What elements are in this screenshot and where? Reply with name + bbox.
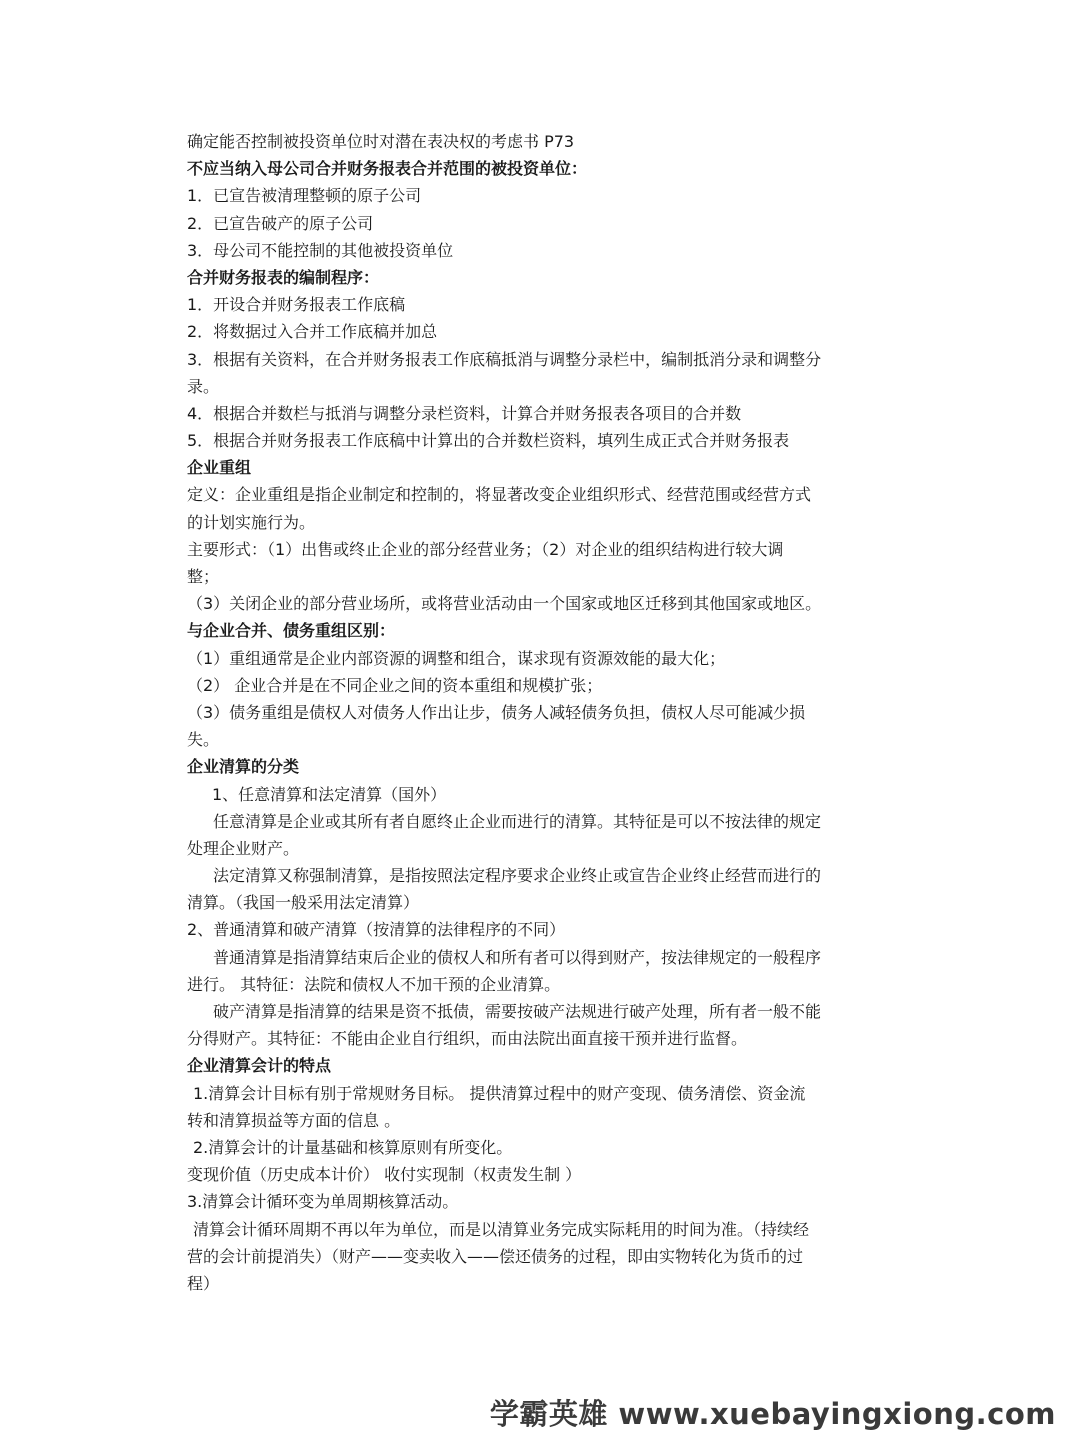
text-line: 任意清算是企业或其所有者自愿终止企业而进行的清算。其特征是可以不按法律的规定 — [213, 811, 822, 831]
text-line: （3）关闭企业的部分营业场所，或将营业活动由一个国家或地区迁移到其他国家或地区。 — [187, 594, 822, 614]
text-line: 普通清算是指清算结束后企业的债权人和所有者可以得到财产，按法律规定的一般程序 — [213, 947, 822, 967]
text-line: 失。 — [187, 730, 220, 750]
text-line: 分得财产。其特征：不能由企业自行组织，而由法院出面直接干预并进行监督。 — [187, 1029, 748, 1049]
text-line: 1．开设合并财务报表工作底稿 — [187, 295, 406, 315]
text-line: 1．已宣告被清理整顿的原子公司 — [187, 186, 422, 206]
text-line: 1、任意清算和法定清算（国外） — [212, 784, 447, 804]
section-heading: 不应当纳入母公司合并财务报表合并范围的被投资单位： — [187, 159, 588, 179]
text-line: 营的会计前提消失）（财产——变卖收入——偿还债务的过程，即由实物转化为货币的过 — [187, 1246, 804, 1266]
text-line: 转和清算损益等方面的信息 。 — [187, 1110, 401, 1130]
text-line: 清算会计循环周期不再以年为单位，而是以清算业务完成实际耗用的时间为准。（持续经 — [193, 1219, 810, 1239]
text-line: 确定能否控制被投资单位时对潜在表决权的考虑书 P73 — [187, 132, 575, 151]
text-line: 5．根据合并财务报表工作底稿中计算出的合并数栏资料，填列生成正式合并财务报表 — [187, 431, 790, 451]
text-line: （3）债务重组是债权人对债务人作出让步，债务人减轻债务负担，债权人尽可能减少损 — [187, 702, 806, 722]
text-line: （2） 企业合并是在不同企业之间的资本重组和规模扩张； — [187, 675, 603, 695]
text-line: 程） — [187, 1273, 220, 1293]
text-line: 3．根据有关资料，在合并财务报表工作底稿抵消与调整分录栏中，编制抵消分录和调整分 — [187, 349, 822, 369]
section-heading: 企业清算的分类 — [187, 757, 300, 777]
text-line: 法定清算又称强制清算，是指按照法定程序要求企业终止或宣告企业终止经营而进行的 — [213, 866, 822, 886]
text-line: 4．根据合并数栏与抵消与调整分录栏资料，计算合并财务报表各项目的合并数 — [187, 403, 742, 423]
text-line: 破产清算是指清算的结果是资不抵债，需要按破产法规进行破产处理，所有者一般不能 — [213, 1002, 822, 1021]
text-line: 清算。（我国一般采用法定清算） — [187, 893, 420, 913]
text-line: 2．已宣告破产的原子公司 — [187, 213, 374, 233]
text-line: 主要形式：（1）出售或终止企业的部分经营业务；（2）对企业的组织结构进行较大调 — [187, 539, 784, 559]
text-line: 变现价值（历史成本计价） 收付实现制（权责发生制 ） — [187, 1165, 582, 1185]
section-heading: 合并财务报表的编制程序： — [187, 267, 380, 287]
text-line: 处理企业财产。 — [187, 838, 300, 858]
text-line: 定义：企业重组是指企业制定和控制的，将显著改变企业组织形式、经营范围或经营方式 — [187, 485, 812, 505]
section-heading: 企业重组 — [187, 458, 252, 478]
footer-watermark: 学霸英雄 www.xuebayingxiong.com — [489, 1397, 1056, 1431]
text-line: 整； — [187, 567, 220, 586]
document-body — [187, 128, 899, 1297]
text-line: 3．母公司不能控制的其他被投资单位 — [187, 240, 454, 260]
text-line: 2．将数据过入合并工作底稿并加总 — [187, 322, 438, 342]
text-line: 录。 — [187, 376, 220, 396]
section-heading: 与企业合并、债务重组区别： — [187, 621, 396, 641]
text-line: 1.清算会计目标有别于常规财务目标。 提供清算过程中的财产变现、债务清偿、资金流 — [193, 1083, 806, 1103]
section-heading: 企业清算会计的特点 — [187, 1056, 332, 1076]
text-line: 的计划实施行为。 — [187, 512, 316, 532]
text-line: 进行。 其特征：法院和债权人不加干预的企业清算。 — [187, 974, 561, 994]
text-line: 3.清算会计循环变为单周期核算活动。 — [187, 1192, 459, 1212]
text-line: 2.清算会计的计量基础和核算原则有所变化。 — [193, 1137, 513, 1157]
text-line: （1）重组通常是企业内部资源的调整和组合，谋求现有资源效能的最大化； — [187, 648, 726, 668]
text-line: 2、普通清算和破产清算（按清算的法律程序的不同） — [187, 920, 566, 940]
